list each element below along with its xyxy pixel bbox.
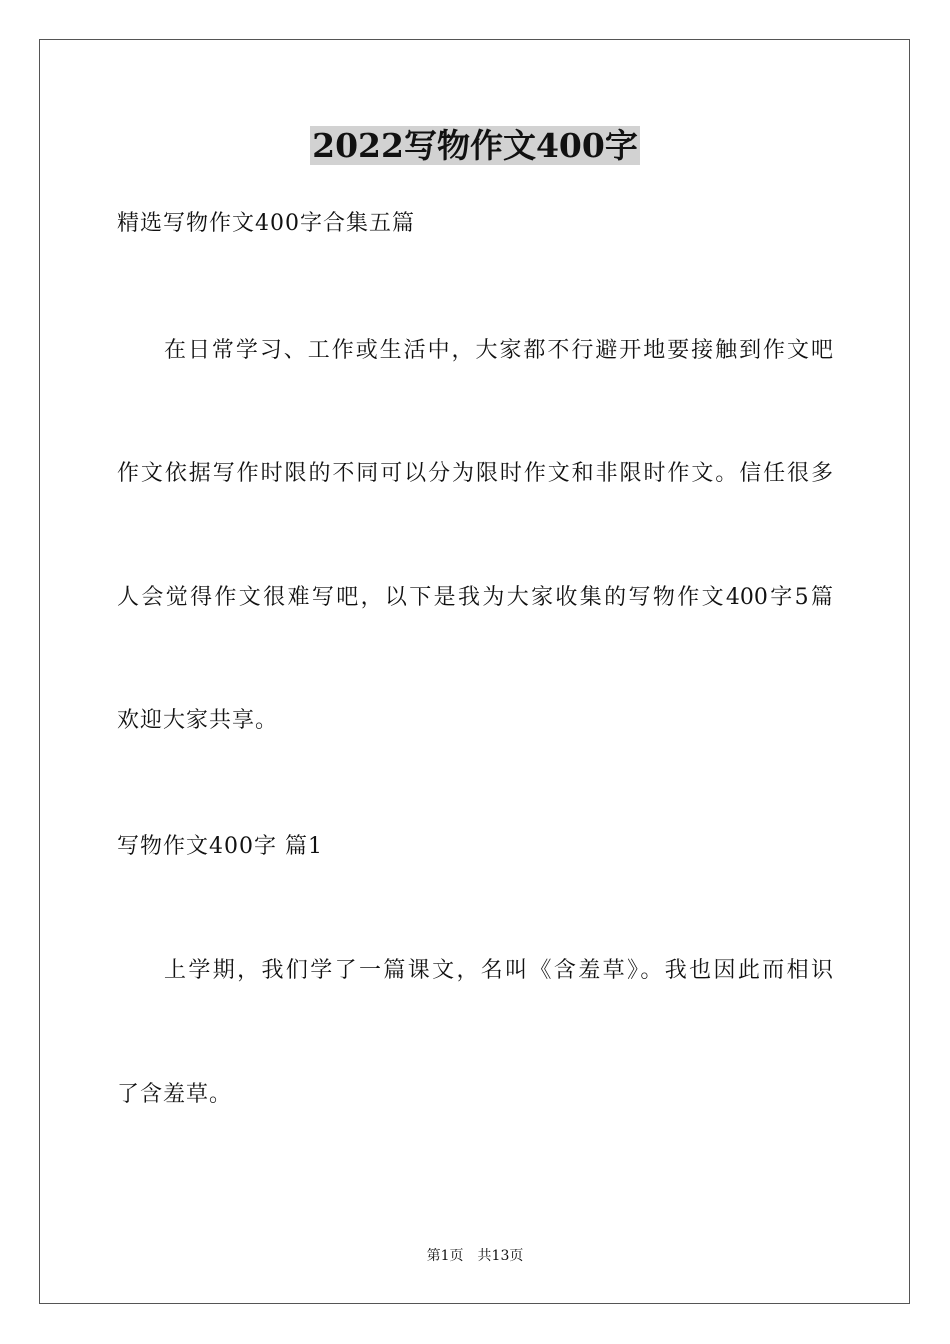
- paragraph-line: 作文依据写作时限的不同可以分为限时作文和非限时作文。信任很多: [117, 461, 833, 486]
- document-title-text: 2022写物作文400字: [312, 126, 638, 165]
- paragraph-line: 在日常学习、工作或生活中，大家都不行避开地要接触到作文吧: [164, 338, 833, 363]
- page-number-total: 共13页: [477, 1248, 524, 1264]
- section-heading: 写物作文400字 篇1: [117, 834, 323, 859]
- page-number-current: 第1页: [426, 1248, 464, 1264]
- document-title: [0, 124, 950, 168]
- paragraph-line: 人会觉得作文很难写吧，以下是我为大家收集的写物作文400字5篇: [117, 585, 833, 610]
- document-subtitle: 精选写物作文400字合集五篇: [117, 211, 415, 236]
- page-footer: [0, 1246, 950, 1266]
- paragraph-line: 欢迎大家共享。: [117, 708, 279, 733]
- paragraph-line: 上学期，我们学了一篇课文，名叫《含羞草》。我也因此而相识: [164, 958, 833, 983]
- paragraph-line: 了含羞草。: [117, 1082, 233, 1107]
